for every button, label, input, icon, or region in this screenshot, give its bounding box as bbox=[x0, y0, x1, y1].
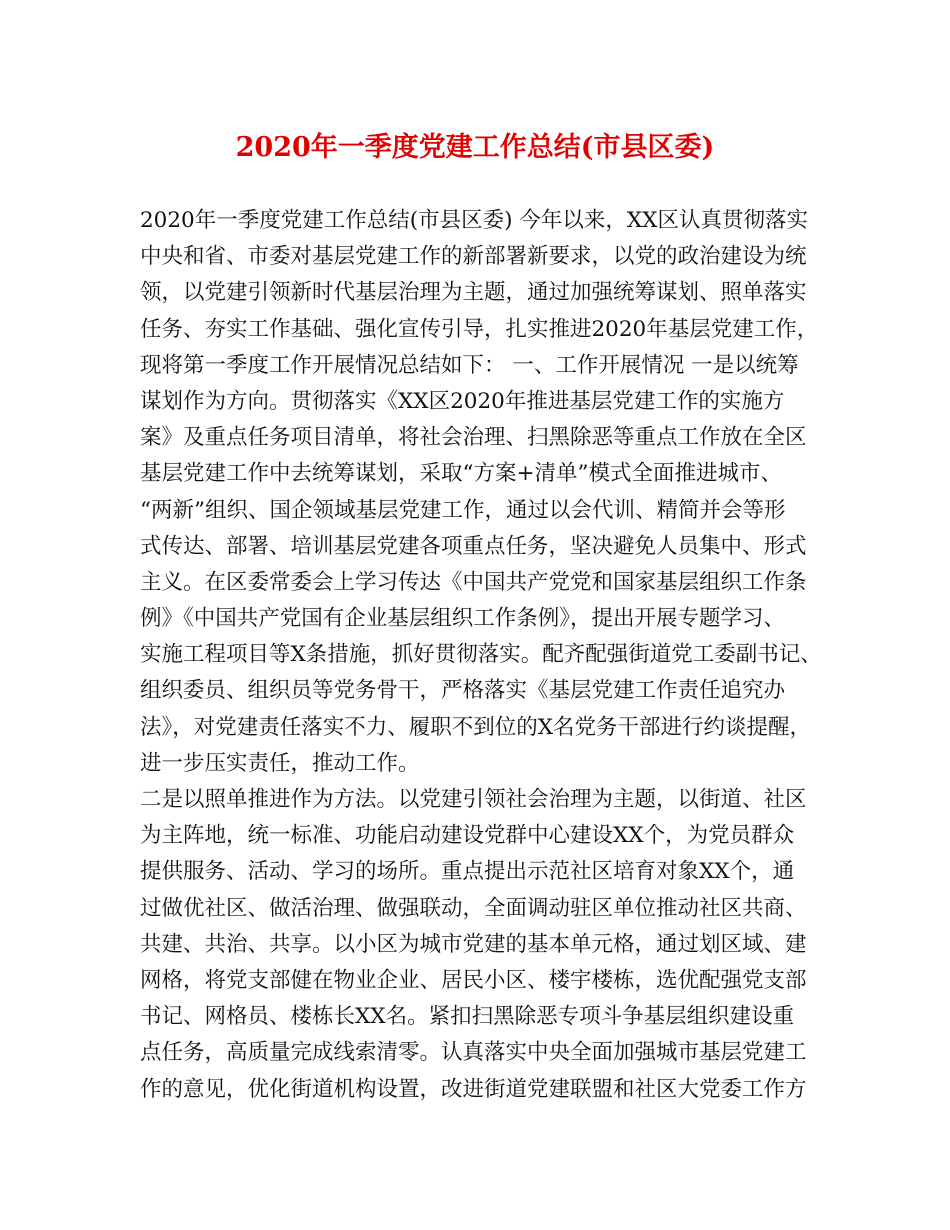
body-line: 作的意见，优化街道机构设置，改进街道党建联盟和社区大党委工作方 bbox=[140, 1076, 807, 1102]
body-line: 主义。在区委常委会上学习传达《中国共产党党和国家基层组织工作条 bbox=[140, 569, 807, 595]
body-line: 法》，对党建责任落实不力、履职不到位的X名党务干部进行约谈提醒， bbox=[140, 714, 812, 740]
body-line: 基层党建工作中去统筹谋划，采取“方案+清单”模式全面推进城市、 bbox=[140, 461, 783, 487]
body-line: 二是以照单推进作为方法。以党建引领社会治理为主题，以街道、社区 bbox=[140, 787, 807, 812]
body-line: 任务、夯实工作基础、强化宣传引导，扎实推进2020年基层党建工作， bbox=[140, 316, 819, 342]
body-line: 现将第一季度工作开展情况总结如下： 一、工作开展情况 一是以统筹 bbox=[140, 352, 799, 378]
body-line: 为主阵地，统一标准、功能启动建设党群中心建设XX个，为党员群众 bbox=[140, 823, 795, 849]
body-line: 点任务，高质量完成线索清零。认真落实中央全面加强城市基层党建工 bbox=[140, 1040, 807, 1066]
body-line: 过做优社区、做活治理、做强联动，全面调动驻区单位推动社区共商、 bbox=[140, 895, 807, 921]
body-line: 进一步压实责任，推动工作。 bbox=[140, 750, 420, 776]
body-line: 谋划作为方向。贯彻落实《XX区2020年推进基层党建工作的实施方 bbox=[140, 388, 785, 414]
body-line: 实施工程项目等X条措施，抓好贯彻落实。配齐配强街道党工委副书记、 bbox=[140, 642, 822, 668]
body-line: 例》《中国共产党国有企业基层组织工作条例》，提出开展专题学习、 bbox=[140, 606, 786, 632]
body-line: 组织委员、组织员等党务骨干，严格落实《基层党建工作责任追究办 bbox=[140, 678, 786, 704]
body-line: 中央和省、市委对基层党建工作的新部署新要求，以党的政治建设为统 bbox=[140, 244, 807, 270]
document-body bbox=[140, 203, 830, 1108]
body-line: 提供服务、活动、学习的场所。重点提出示范社区培育对象XX个，通 bbox=[140, 859, 795, 885]
body-line: 案》及重点任务项目清单，将社会治理、扫黑除恶等重点工作放在全区 bbox=[140, 425, 807, 451]
body-line: 书记、网格员、楼栋长XX名。紧扣扫黑除恶专项斗争基层组织建设重 bbox=[140, 1004, 795, 1030]
body-line: “两新”组织、国企领域基层党建工作，通过以会代训、精简并会等形 bbox=[140, 497, 786, 523]
body-line: 共建、共治、共享。以小区为城市党建的基本单元格，通过划区域、建 bbox=[140, 931, 807, 957]
document-title: 2020年一季度党建工作总结(市县区委) bbox=[235, 132, 715, 163]
body-line: 式传达、部署、培训基层党建各项重点任务，坚决避免人员集中、形式 bbox=[140, 533, 807, 559]
body-line: 2020年一季度党建工作总结(市县区委) 今年以来，XX区认真贯彻落实 bbox=[140, 208, 808, 233]
body-line: 领，以党建引领新时代基层治理为主题，通过加强统筹谋划、照单落实 bbox=[140, 280, 807, 306]
body-line: 网格，将党支部健在物业企业、居民小区、楼宇楼栋，选优配强党支部 bbox=[140, 967, 807, 993]
